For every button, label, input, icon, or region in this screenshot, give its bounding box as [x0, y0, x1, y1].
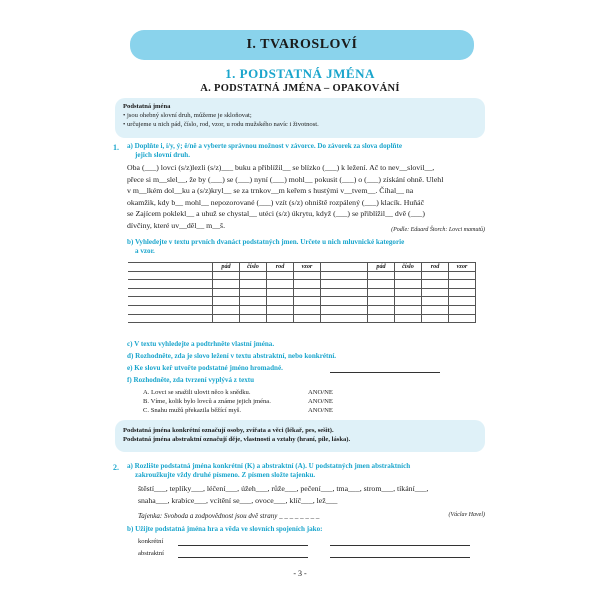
fill-line: se Zajícem poklekl__ a uhuž se chystal__ utéci (s/z) úkrytu, když (___) se přiblížil__ dvě (___): [127, 209, 425, 219]
exercise-2a-task: [127, 462, 497, 480]
statement-a: A. Lovci se snažili ulovit něco k snědku.: [143, 389, 251, 396]
answer-line[interactable]: [178, 545, 308, 546]
col-header: rod: [267, 263, 294, 272]
table-cell[interactable]: [128, 280, 213, 289]
table-cell[interactable]: [315, 288, 368, 297]
task-line: zakroužkujte vždy druhé písmeno. Z písmen složte tajenku.: [135, 471, 316, 479]
statement-b: B. Víme, kolik bylo lovců a známe jejich jména.: [143, 398, 271, 405]
tajenka: Tajenka: Svoboda a zodpovědnost jsou dvě strany _ _ _ _ _ _ _ _: [138, 512, 320, 520]
exercise-2-words: [138, 483, 498, 506]
col-header: vzor: [449, 263, 476, 272]
row-label-concrete: konkrétní: [138, 538, 164, 545]
task-line: a) Rozlište podstatná jména konkrétní (K) a abstraktní (A). U podstatných jmen abstraktních: [127, 462, 411, 470]
col-header: číslo: [240, 263, 267, 272]
table-cell[interactable]: [128, 271, 213, 280]
info-box-line: • jsou ohebný slovní druh, můžeme je skloňovat;: [123, 112, 252, 119]
answer-line[interactable]: [330, 557, 470, 558]
exercise-1f-task: f) Rozhodněte, zda tvrzení vyplývá z textu: [127, 376, 255, 384]
table-cell[interactable]: [128, 305, 213, 314]
info-box-definition: [115, 98, 485, 138]
task-line: jejich slovní druh.: [135, 151, 190, 159]
exercise-2b-task: b) Užijte podstatná jména hra a věda ve slovních spojeních jako:: [127, 525, 323, 533]
col-header: rod: [422, 263, 449, 272]
info-box-line: Podstatná jména konkrétní označují osoby, zvířata a věci (lékař, pes, sešit).: [123, 427, 334, 434]
answer-line[interactable]: [330, 545, 470, 546]
table-cell[interactable]: [315, 305, 368, 314]
task-line: b) Vyhledejte v textu prvních dvanáct podstatných jmen. Určete u nich mluvnické kategorie: [127, 238, 405, 246]
fill-line: přece si m__slel__, že by (___) se (___) nyní (___) mohl__ pokusit (___) o (___) získání ohně. Ulehl: [127, 174, 444, 184]
statement-a-answer[interactable]: ANO/NE: [308, 389, 333, 396]
grammar-table-right: [315, 262, 476, 323]
exercise-1e-task: e) Ke slovu keř utvořte podstatné jméno hromadné.: [127, 364, 283, 372]
statement-c: C. Snahu mužů překazila běžící myš.: [143, 407, 241, 414]
page-number: - 3 -: [293, 569, 307, 578]
answer-line[interactable]: [330, 372, 440, 373]
exercise-1c-task: c) V textu vyhledejte a podtrhněte vlastní jména.: [127, 340, 275, 348]
col-header: vzor: [294, 263, 321, 272]
chapter-banner: [130, 30, 474, 60]
table-cell[interactable]: [128, 314, 213, 323]
fill-line: Oba (___) lovci (s/z)lezli (s/z)___ buku a přiblížil__ se blízko (___) k ležení. Ač to nev__slovil__,: [127, 163, 435, 172]
tajenka-source: (Václav Havel): [448, 512, 485, 518]
table-cell[interactable]: [315, 314, 368, 323]
answer-line[interactable]: [178, 557, 308, 558]
exercise-number: 1.: [113, 143, 119, 152]
fill-line: okamžik, kdy b__ mohl__ nepozorované (___) vzít (s/z) ohniště rozpálený (___) klacík. Huňáč: [127, 197, 425, 207]
grammar-table-left: [128, 262, 321, 323]
col-header: pád: [213, 263, 240, 272]
task-line: a) Doplňte i, í/y, ý; ě/ně a vyberte správnou možnost v závorce. Do závorek za slova doplňte: [127, 142, 402, 150]
chapter-title: I. TVAROSLOVÍ: [246, 37, 358, 52]
table-cell[interactable]: [315, 280, 368, 289]
statement-c-answer[interactable]: ANO/NE: [308, 407, 333, 414]
table-cell[interactable]: [315, 271, 368, 280]
fill-line: v m__lkém dol__ku a (s/z)kryl__ se za trnkov__m keřem s hustými v__tvem__. Číhal__ na: [127, 186, 414, 196]
task-line: a vzor.: [135, 247, 155, 255]
table-cell[interactable]: [315, 297, 368, 306]
info-box-line: • určujeme u nich pád, číslo, rod, vzor, u rodu mužského navíc i životnost.: [123, 121, 319, 128]
exercise-number: 2.: [113, 463, 119, 472]
exercise-1a-task: [127, 142, 497, 160]
subsection-title: A. PODSTATNÁ JMÉNA – OPAKOVÁNÍ: [200, 83, 400, 94]
exercise-1b-task: [127, 238, 497, 256]
fill-line: snaha___, krabice___, vcítění se___, ovoce___, klíč___, lež___: [138, 495, 338, 505]
fill-line: dívčiny, které uv__děl__ m__š.: [127, 220, 226, 230]
statement-b-answer[interactable]: ANO/NE: [308, 398, 333, 405]
col-header: pád: [368, 263, 395, 272]
section-title: 1. PODSTATNÁ JMÉNA: [225, 66, 375, 81]
row-label-abstract: abstraktní: [138, 550, 165, 557]
exercise-1d-task: d) Rozhodněte, zda je slovo ležení v textu abstraktní, nebo konkrétní.: [127, 352, 337, 360]
table-cell[interactable]: [128, 297, 213, 306]
info-box-title: Podstatná jména: [123, 103, 171, 110]
text-source: (Podle: Eduard Štorch: Lovci mamutů): [391, 227, 485, 233]
exercise-1-text: [127, 162, 497, 232]
fill-line: štěstí___, teplíky___, léčení___, úžeh___, růže___, pečení___, tma___, strom___, tíkání___,: [138, 484, 429, 493]
info-box-line: Podstatná jména abstraktní označují děje, vlastnosti a vztahy (hraní, píle, láska).: [123, 436, 351, 443]
table-cell[interactable]: [128, 288, 213, 297]
info-box-concrete-abstract: [115, 420, 485, 452]
col-header: číslo: [395, 263, 422, 272]
